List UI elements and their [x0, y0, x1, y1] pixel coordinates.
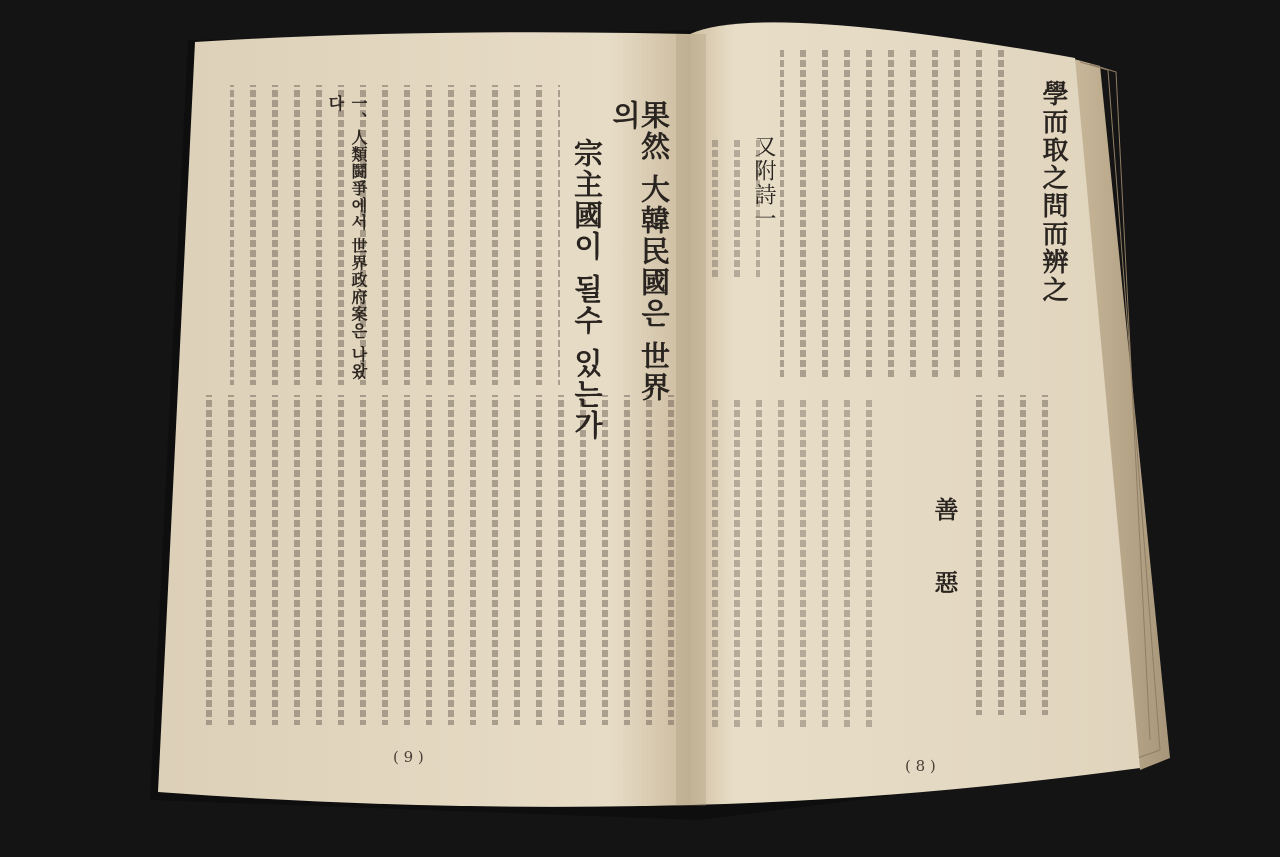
- left-section-heading: 一、人類鬪爭에서 世界政府案은 나왔다: [326, 95, 368, 381]
- left-page-text-upper: [230, 85, 560, 385]
- right-page-text-upper: [780, 50, 1015, 380]
- poem-heading: 又附詩一: [751, 135, 776, 231]
- poem-good-char: 善: [930, 497, 959, 523]
- left-title-line1: 果然 大韓民國은 世界의: [608, 100, 671, 404]
- right-page-number: ( 8 ): [905, 757, 936, 775]
- right-title: 學而取之問而辨之: [1038, 80, 1068, 304]
- left-page-text-lower: [205, 395, 675, 725]
- poem-evil-char: 惡: [930, 570, 959, 596]
- right-page-text-lower-right: [960, 395, 1050, 715]
- left-page-number: ( 9 ): [393, 748, 424, 766]
- poem-block: [705, 400, 875, 730]
- left-title-line2: 宗主國이 될수 있는가: [570, 138, 604, 442]
